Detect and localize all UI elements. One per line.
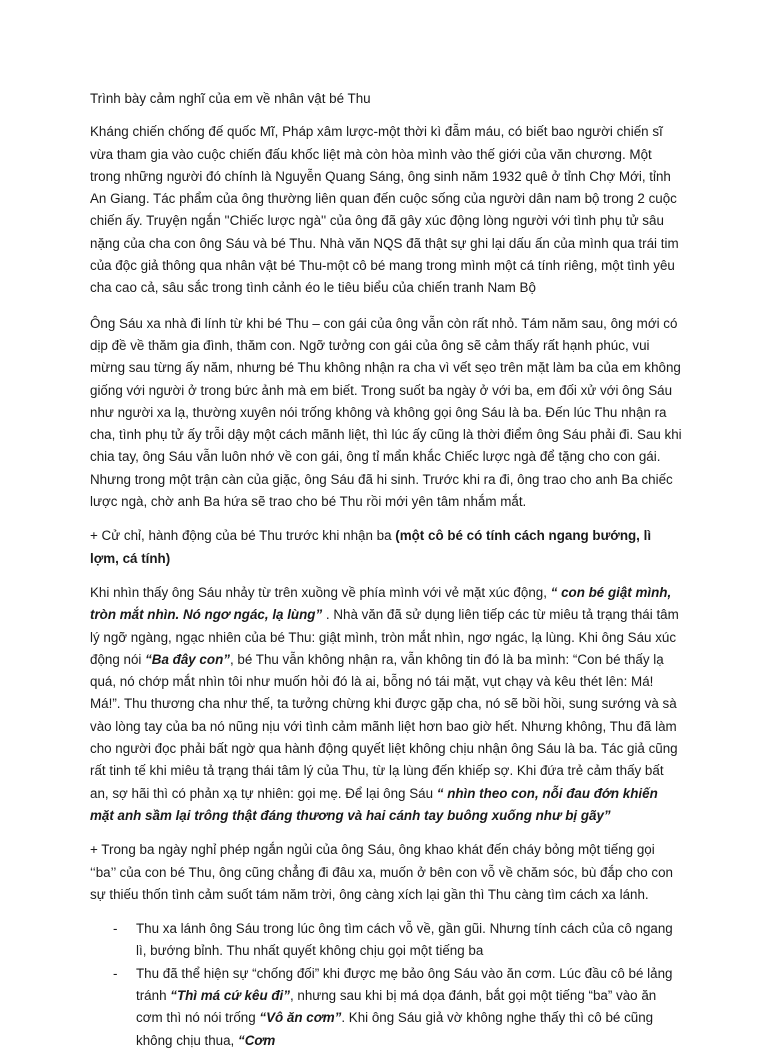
list-item-text-1: Thu đã thể hiện sự “chống đối” khi được mẹ bảo ông Sáu vào ăn cơm. Lúc đầu cô bé lảng tránh	[136, 965, 673, 1003]
three-days-paragraph: + Trong ba ngày nghỉ phép ngắn ngủi của ông Sáu, ông khao khát đến cháy bỏng một tiếng gọi ‘‘ba’’ của con bé Thu, ông cũng chẳng đi đâu xa, muốn ở bên con vỗ về chăm sóc, bù đắp cho con sự thiếu thốn tình cảm suốt tám năm trời, ông càng xích lại gần thì Thu càng tìm cách xa lánh.	[90, 842, 673, 902]
point-heading	[90, 525, 682, 570]
analysis-text-2: . Nhà văn đã sử dụng liên tiếp các từ miêu tả trạng thái tâm lý ngỡ ngàng, ngạc nhiên của bé Thu: giật mình, tròn mắt nhìn, ngơ ngác, lạ lùng. Khi ông Sáu xúc động nói	[90, 607, 679, 667]
quote-2: “Ba đây con”	[145, 651, 230, 667]
list-bullet: -	[113, 965, 118, 981]
analysis-text-1: Khi nhìn thấy ông Sáu nhảy từ trên xuồng về phía mình với vẻ mặt xúc động,	[90, 584, 551, 600]
analysis-paragraph	[90, 582, 682, 827]
list-item	[113, 963, 682, 1052]
intro-paragraph: Kháng chiến chống đế quốc Mĩ, Pháp xâm lược-một thời kì đẫm máu, có biết bao người chiến sĩ vừa tham gia vào cuộc chiến đấu khốc liệt mà còn hòa mình vào thế giới của văn chương. Một trong những người đó chính là Nguyễn Quang Sáng, ông sinh năm 1932 quê ở tỉnh Chợ Mới, tỉnh An Giang. Tác phẩm của ông thường liên quan đến cuộc sống của người dân nam bộ trong 2 cuộc chiến ấy. Truyện ngắn ''Chiếc lược ngà'' của ông đã gây xúc động lòng người với tình phụ tử sâu nặng của cha con ông Sáu và bé Thu. Nhà văn NQS đã thật sự ghi lại dấu ấn của mình qua trái tim của độc giả thông qua nhân vật bé Thu-một cô bé mang trong mình một cá tính riêng, một tình yêu cha cao cả, sâu sắc trong tình cảnh éo le tiêu biểu của chiến tranh Nam Bộ	[90, 124, 679, 296]
list-item-text-3: . Khi ông Sáu giả vờ không nghe thấy thì cô bé cũng không chịu thua,	[136, 1010, 654, 1048]
point-heading-text: + Cử chỉ, hành động của bé Thu trước khi nhận ba	[90, 528, 396, 544]
list-quote-2: “Vô ăn cơm”	[259, 1010, 342, 1026]
point-heading-bold: (một cô bé có tính cách ngang bướng, lì lợm, cá tính)	[90, 528, 652, 566]
list-item-text-2: , nhưng sau khi bị má dọa đánh, bắt gọi một tiếng “ba” vào ăn cơm thì nó nói trống	[136, 987, 657, 1026]
list-quote-3: “Cơm	[238, 1032, 276, 1048]
list-item	[113, 918, 682, 963]
summary-paragraph: Ông Sáu xa nhà đi lính từ khi bé Thu – con gái của ông vẫn còn rất nhỏ. Tám năm sau, ông mới có dịp đề về thăm gia đình, thăm con. Ngỡ tưởng con gái của ông sẽ cảm thấy rất hạnh phúc, vui mừng sau từng ấy năm, nhưng bé Thu không nhận ra cha vì vết sẹo trên mặt làm ba của em không giống với người ở trong bức ảnh mà em biết. Trong suốt ba ngày ở với ba, em đối xử với ông Sáu như người xa lạ, thường xuyên nói trống không và không gọi ông Sáu là ba. Đến lúc Thu nhận ra cha, tình phụ tử ấy trỗi dậy một cách mãnh liệt, thì lúc ấy cũng là thời điểm ông Sáu phải đi. Sau khi chia tay, ông Sáu vẫn luôn nhớ về con gái, ông tỉ mẩn khắc Chiếc lược ngà để tặng cho con gái. Nhưng trong một trận càn của giặc, ông Sáu đã hi sinh. Trước khi ra đi, ông trao cho anh Ba chiếc lược ngà, chờ anh Ba hứa sẽ trao cho bé Thu rồi mới yên tâm nhắm mắt.	[90, 315, 682, 510]
detail-list	[90, 918, 682, 1052]
list-item-text: Thu xa lánh ông Sáu trong lúc ông tìm cách vỗ về, gần gũi. Nhưng tính cách của cô ngang lì, bướng bỉnh. Thu nhất quyết không chịu gọi một tiếng ba	[136, 921, 673, 959]
analysis-text-3: , bé Thu vẫn không nhận ra, vẫn không tin đó là ba mình: “Con bé thấy lạ quá, nó chớp mắt nhìn tôi như muốn hỏi đó là ai, bỗng nó tái mặt, vụt chạy và kêu thét lên: Má! Má!”. Thu thương cha như thế, ta tưởng chừng khi được gặp cha, nó sẽ bồi hồi, sung sướng và sà vào lòng tay của ba nó nũng nịu với tình cảm mãnh liệt hơn bao giờ hết. Nhưng không, Thu đã làm cho người đọc phải bất ngờ qua hành động quyết liệt không chịu nhận ông Sáu là ba. Tác giả cũng rất tinh tế khi miêu tả trạng thái tâm lý của Thu, từ lạ lùng đến khiếp sợ. Khi đứa trẻ cảm thấy bất an, sợ hãi thì có phản xạ tự nhiên: gọi mẹ. Để lại ông Sáu	[90, 651, 678, 801]
list-bullet: -	[113, 921, 118, 937]
document-title: Trình bày cảm nghĩ của em về nhân vật bé Thu	[90, 91, 371, 106]
quote-3: “ nhìn theo con, nỗi đau đớn khiến mặt anh sầm lại trông thật đáng thương và hai cánh tay buông xuống như bị gãy”	[90, 785, 658, 823]
list-quote-1: “Thì má cứ kêu đi”	[170, 987, 290, 1003]
quote-1: “ con bé giật mình, tròn mắt nhìn. Nó ngơ ngác, lạ lùng”	[90, 584, 672, 623]
